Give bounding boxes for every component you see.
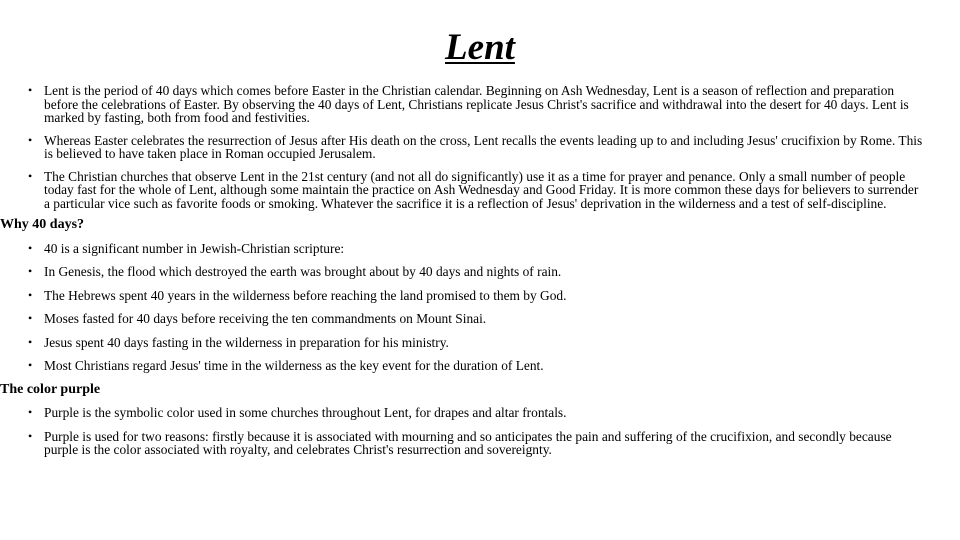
intro-bullet bbox=[27, 170, 927, 211]
section-heading-color-purple: The color purple bbox=[0, 381, 101, 397]
section-heading-why-40-days: Why 40 days? bbox=[0, 217, 85, 232]
bullet-text: Purple is used for two reasons: firstly because it is associated with mourning and so anticipates the pain and suffering of the crucifixion, and secondly because purple is the color associated with royalty, and celebrates Christ's resurrection and sovereignty. bbox=[44, 428, 892, 457]
why40-bullet bbox=[27, 260, 927, 284]
bullet-icon: • bbox=[28, 240, 33, 255]
bullet-icon: • bbox=[28, 405, 33, 419]
bullet-text: Jesus spent 40 days fasting in the wilderness in preparation for his ministry. bbox=[44, 334, 449, 350]
why40-bullet bbox=[27, 331, 927, 355]
bullet-text: Whereas Easter celebrates the resurrection of Jesus after His death on the cross, Lent recalls the events leading up to and including Jesus' crucifixion by Rome. This is believed to have taken place in Roman occupied Jerusalem. bbox=[44, 132, 923, 161]
slide-content bbox=[0, 83, 927, 457]
bullet-icon: • bbox=[28, 287, 33, 302]
bullet-icon: • bbox=[28, 168, 33, 183]
bullet-text: Purple is the symbolic color used in some churches throughout Lent, for drapes and altar frontals. bbox=[44, 405, 567, 420]
slide-title: Lent bbox=[445, 27, 515, 68]
bullet-icon: • bbox=[28, 132, 33, 147]
bullet-text: Lent is the period of 40 days which comes before Easter in the Christian calendar. Beginning on Ash Wednesday, Lent is a season of reflection and preparation before the celebrations of Easter. By observing the 40 days of Lent, Christians replicate Jesus Christ's sacrifice and withdrawal into the desert for 40 days. Lent is marked by fasting, both from food and festivities. bbox=[44, 83, 909, 125]
why40-bullet bbox=[27, 307, 927, 331]
bullet-text: The Hebrews spent 40 years in the wilderness before reaching the land promised to them by God. bbox=[44, 287, 567, 303]
intro-bullet bbox=[27, 134, 927, 161]
intro-bullet bbox=[27, 84, 927, 125]
bullet-icon: • bbox=[28, 83, 33, 97]
bullet-icon: • bbox=[28, 358, 33, 372]
why40-bullet bbox=[27, 284, 927, 308]
bullet-icon: • bbox=[28, 264, 33, 278]
bullet-icon: • bbox=[28, 428, 33, 443]
bullet-icon: • bbox=[28, 334, 33, 349]
bullet-text: 40 is a significant number in Jewish-Christian scripture: bbox=[44, 240, 345, 256]
why40-bullet bbox=[27, 354, 927, 378]
purple-bullet bbox=[27, 401, 927, 425]
bullet-text: The Christian churches that observe Lent in the 21st century (and not all do significantly) use it as a time for prayer and penance. Only a small number of people today fast for the whole of Lent, although some maintain the practice on Ash Wednesday and Good Friday. It is more common these days for believers to surrender a particular vice such as favorite foods or smoking. Whatever the sacrifice it is a reflection of Jesus' deprivation in the wilderness and a test of self-discipline. bbox=[44, 168, 919, 211]
bullet-text: Most Christians regard Jesus' time in the wilderness as the key event for the duration of Lent. bbox=[44, 358, 544, 373]
bullet-text: Moses fasted for 40 days before receiving the ten commandments on Mount Sinai. bbox=[44, 311, 487, 326]
purple-bullet bbox=[27, 430, 927, 457]
bullet-icon: • bbox=[28, 311, 33, 325]
why40-bullet bbox=[27, 237, 927, 261]
bullet-text: In Genesis, the flood which destroyed the earth was brought about by 40 days and nights of rain. bbox=[44, 264, 562, 279]
